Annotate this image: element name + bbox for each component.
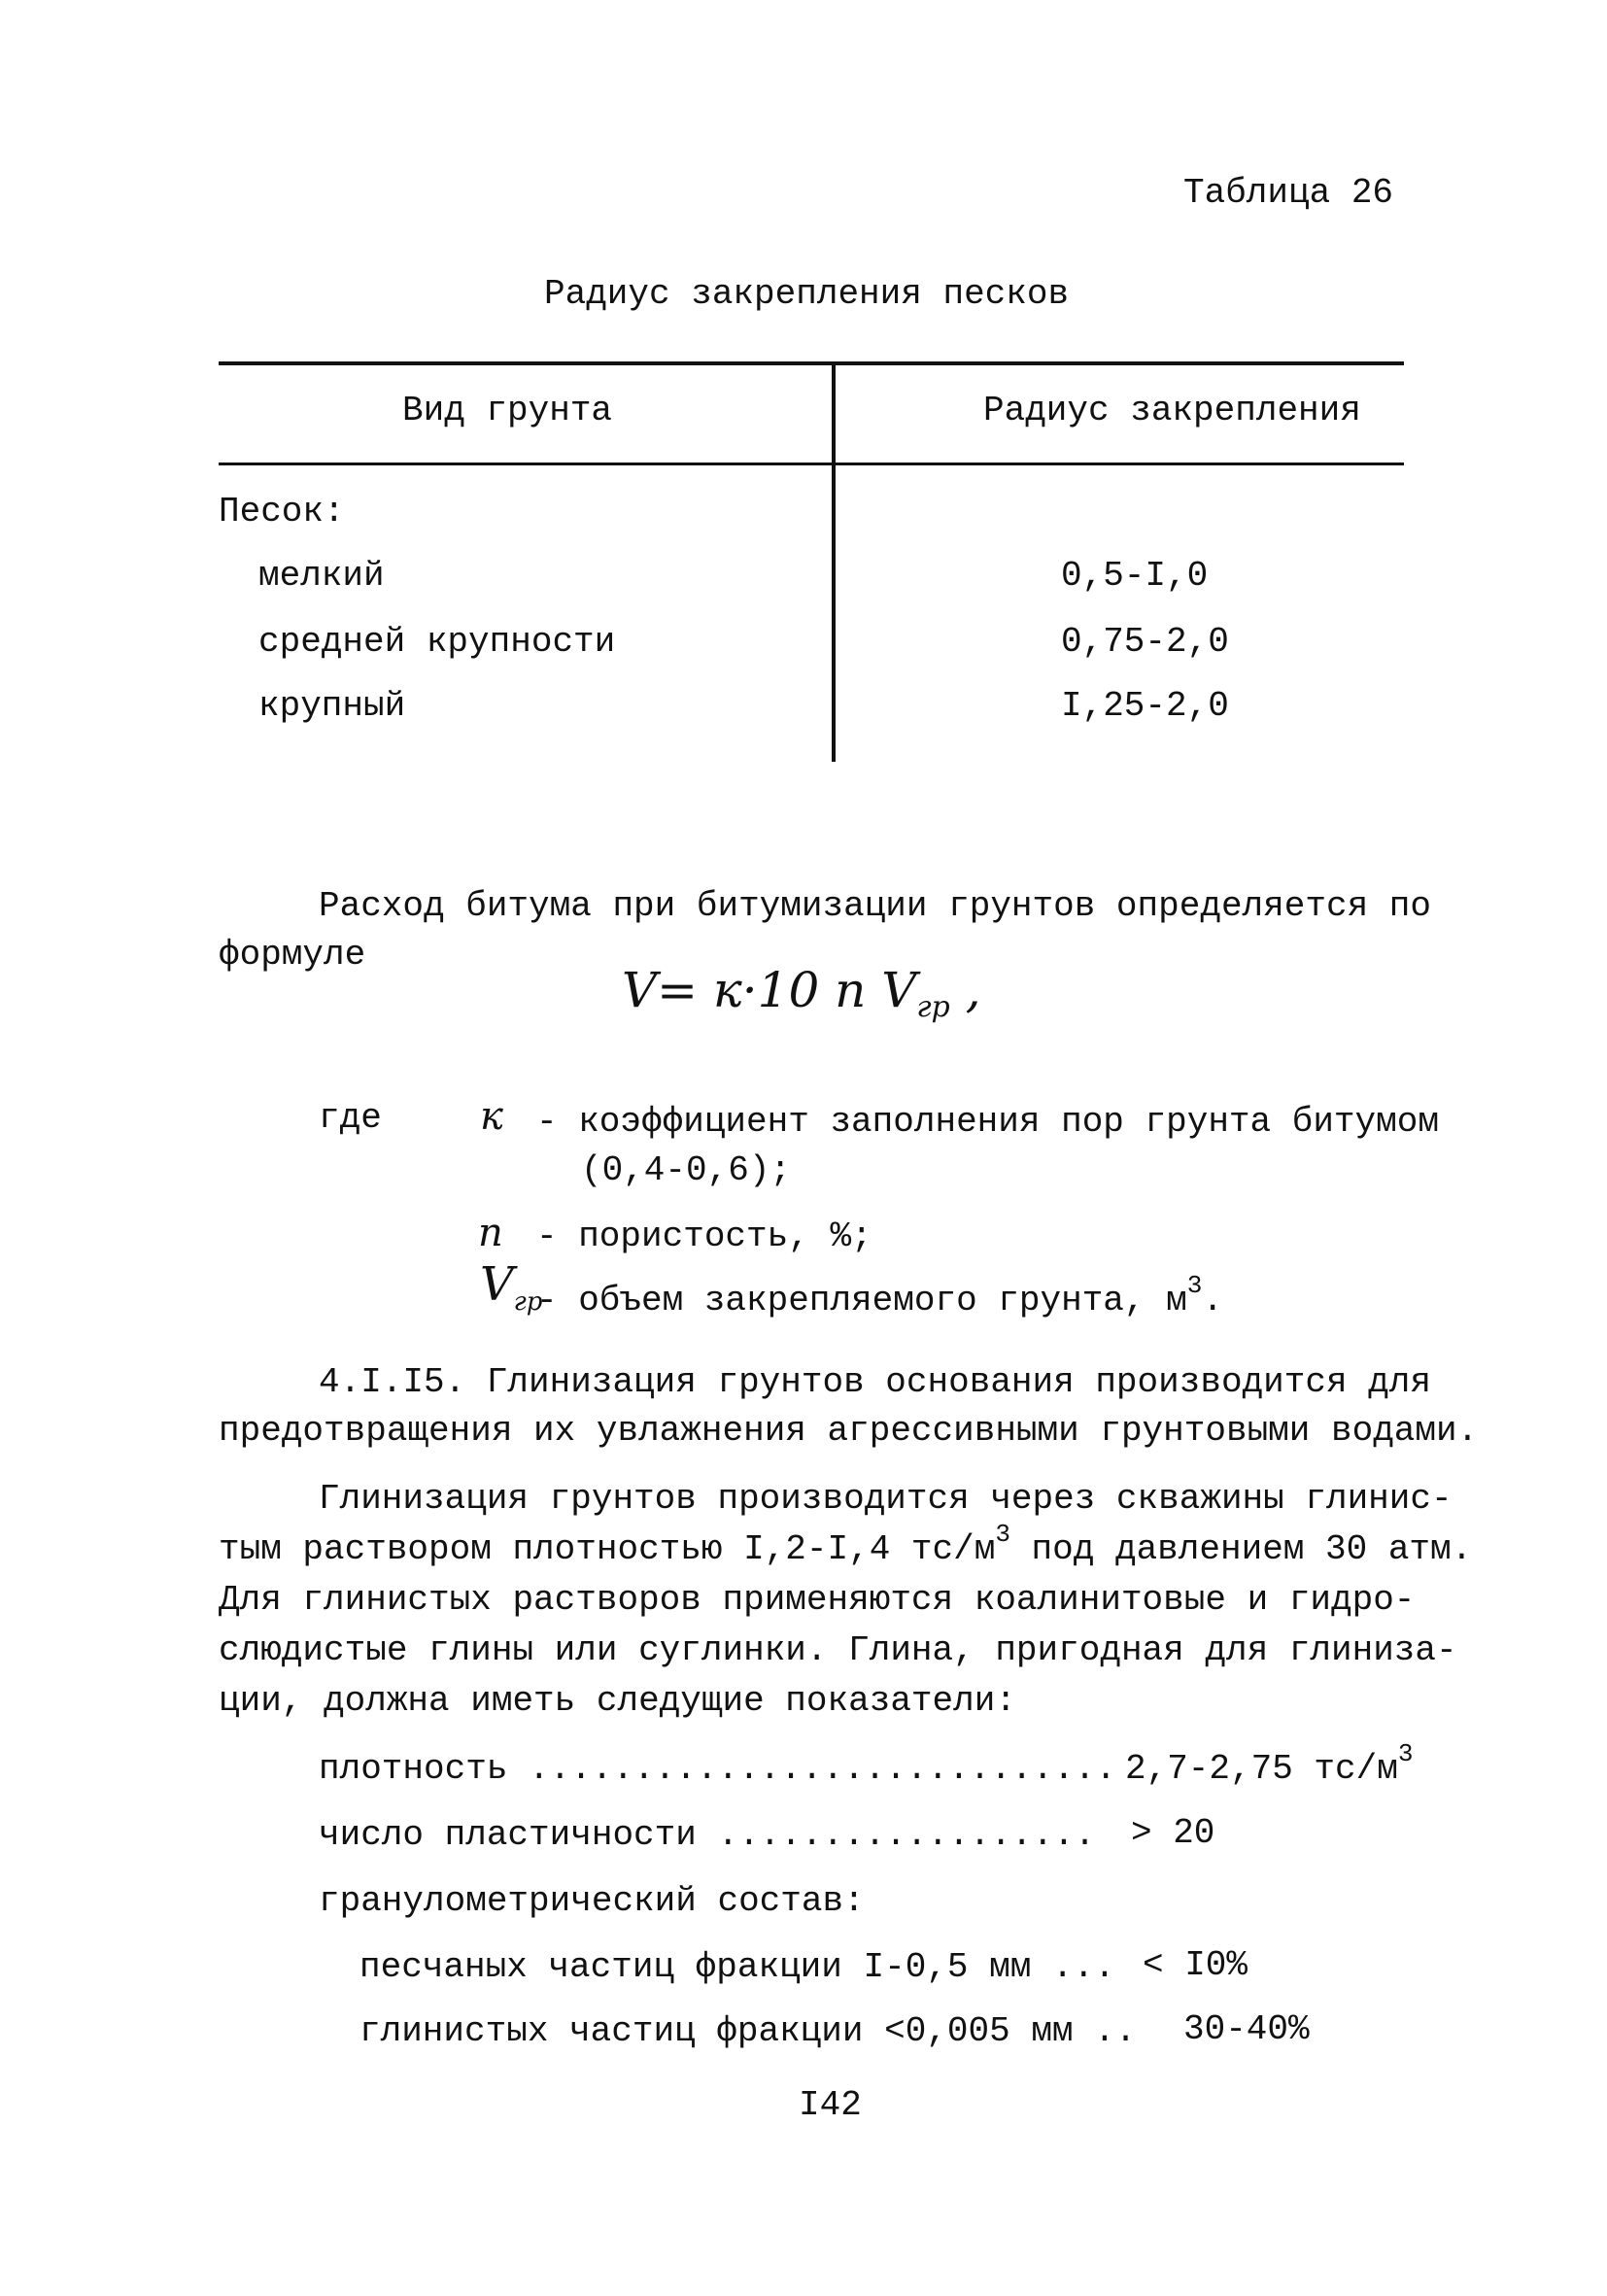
def-v	[536, 1271, 1223, 1320]
symbol-v-sub: гр	[513, 1287, 543, 1317]
row-radius-fine: 0,5-I,0	[1061, 556, 1209, 596]
group-sand: Песок:	[219, 492, 345, 531]
page-number: I42	[799, 2085, 862, 2125]
def-v-text: - объем закрепляемого грунта, м	[536, 1281, 1187, 1320]
def-v-sup: 3	[1186, 1271, 1203, 1300]
paragraph-method-line2	[219, 1520, 1473, 1569]
paragraph-clay-line1: 4.I.I5. Глинизация грунтов основания производится для	[319, 1362, 1431, 1402]
row-type-fine: мелкий	[258, 556, 385, 596]
table-label: Таблица 26	[1183, 173, 1394, 213]
line2-part-a: тым раствором плотностью I,2-I,4 тс/м	[219, 1529, 996, 1569]
row-radius-coarse: I,25-2,0	[1061, 686, 1229, 726]
prop-granulometric: гранулометрический состав:	[319, 1881, 865, 1921]
symbol-v	[480, 1257, 543, 1317]
line2-part-b: под давлением 30 атм.	[1009, 1529, 1473, 1569]
paragraph-method-line3: Для глинистых растворов применяются коалинитовые и гидро-	[219, 1580, 1416, 1620]
formula-main: V= к·10 n V	[622, 962, 917, 1018]
prop-plasticity-label: число пластичности ..................	[319, 1815, 1096, 1855]
paragraph-clay-line2: предотвращения их увлажнения агрессивными грунтовыми водами.	[219, 1411, 1479, 1451]
paragraph-method-line1: Глинизация грунтов производится через скважины глинис-	[319, 1479, 1453, 1519]
prop-plasticity-value: > 20	[1131, 1813, 1215, 1853]
header-soil-type: Вид грунта	[402, 391, 613, 430]
prop-density-label: плотность ............................	[319, 1749, 1116, 1789]
def-v-end: .	[1202, 1281, 1223, 1320]
def-k-range: (0,4-0,6);	[581, 1150, 792, 1190]
density-value-sup: 3	[1397, 1739, 1414, 1768]
where-word: где	[319, 1098, 382, 1138]
table-header-rule	[219, 463, 1404, 465]
header-radius: Радиус закрепления	[983, 391, 1361, 430]
symbol-n: n	[478, 1211, 503, 1255]
table-top-rule	[219, 361, 1404, 365]
paragraph-method-line4: слюдистые глины или суглинки. Глина, пригодная для глиниза-	[219, 1630, 1457, 1670]
formula-tail: ,	[949, 962, 981, 1018]
prop-clay-label: глинистых частиц фракции <0,005 мм ..	[359, 2011, 1137, 2051]
paragraph-bitumen-line2: формуле	[219, 935, 366, 975]
density-value-text: 2,7-2,75 тс/м	[1125, 1749, 1398, 1789]
row-type-coarse: крупный	[258, 686, 406, 726]
formula-subscript: гр	[916, 990, 950, 1024]
line2-sup: 3	[995, 1520, 1010, 1549]
row-type-medium: средней крупности	[258, 622, 616, 662]
symbol-v-main: V	[480, 1257, 514, 1312]
paragraph-bitumen-line1: Расход битума при битумизации грунтов определяется по	[319, 886, 1431, 926]
table-column-divider	[832, 363, 836, 762]
row-radius-medium: 0,75-2,0	[1061, 622, 1229, 662]
prop-sand-label: песчаных частиц фракции I-0,5 мм ...	[359, 1947, 1115, 1987]
prop-clay-value: 30-40%	[1183, 2009, 1310, 2049]
formula	[622, 962, 981, 1024]
prop-density-value	[1125, 1739, 1414, 1789]
prop-sand-value: < I0%	[1143, 1945, 1248, 1985]
symbol-k: к	[480, 1094, 503, 1139]
def-k: - коэффициент заполнения пор грунта битумом	[536, 1102, 1439, 1142]
table-title: Радиус закрепления песков	[544, 274, 1070, 314]
def-n: - пористость, %;	[536, 1217, 872, 1256]
paragraph-method-line5: ции, должна иметь следущие показатели:	[219, 1681, 1016, 1721]
